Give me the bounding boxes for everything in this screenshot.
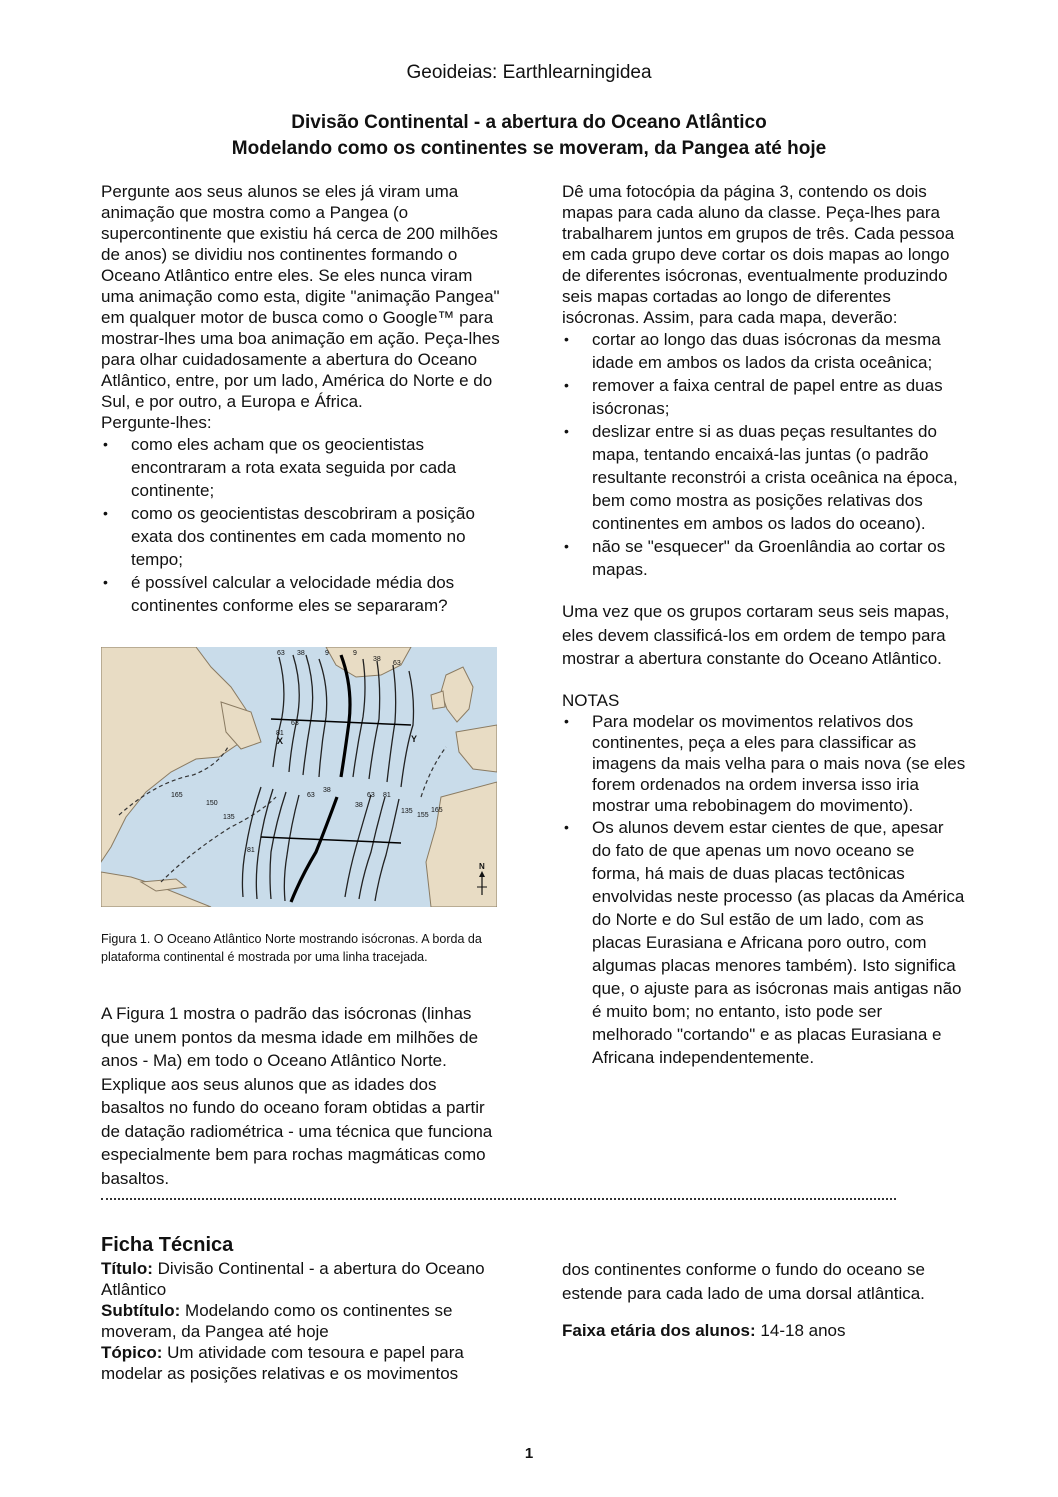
ficha-topico-cont: dos continentes conforme o fundo do oceano se estende para cada lado de uma dorsal atlântica.	[562, 1260, 925, 1303]
map-label: 150	[206, 800, 218, 807]
figure-caption: Figura 1. O Oceano Atlântico Norte mostrando isócronas. A borda da plataforma continental é mostrada por uma linha tracejada.	[101, 932, 482, 964]
page-title: Divisão Continental - a abertura do Oceano Atlântico	[291, 112, 767, 133]
map-label: 81	[383, 792, 391, 799]
map-label: 155	[417, 812, 429, 819]
list-item: • remover a faixa central de papel entre as duas isócronas;	[562, 374, 967, 420]
list-item: • deslizar entre si as duas peças resultantes do mapa, tentando encaixá-las juntas (o padrão resultante reconstrói a crista oceânica na época, bem como mostra as posições relativas dos continentes em ambos os lados do oceano).	[562, 420, 967, 535]
map-label: 63	[291, 720, 299, 727]
ficha-heading: Ficha Técnica	[101, 1234, 234, 1256]
map-label: 81	[276, 730, 284, 737]
notes-list	[562, 711, 967, 1069]
instructions-list	[562, 328, 967, 581]
ficha-topico-label: Tópico:	[101, 1343, 163, 1362]
map-label: 38	[323, 787, 331, 794]
north-label: N	[479, 862, 485, 871]
ficha-faixa-label: Faixa etária dos alunos:	[562, 1321, 756, 1340]
list-item: • como os geocientistas descobriram a posição exata dos continentes em cada momento no tempo;	[101, 502, 501, 571]
page-header: Geoideias: Earthlearningidea	[406, 62, 652, 83]
map-label: 81	[247, 847, 255, 854]
groups-paragraph: Uma vez que os grupos cortaram seus seis mapas, eles devem classificá-los em ordem de tempo para mostrar a abertura constante do Oceano Atlântico.	[562, 602, 950, 668]
map-label: 38	[373, 656, 381, 663]
ficha-faixa	[562, 1320, 962, 1341]
map-label: 63	[307, 792, 315, 799]
marker-x: X	[277, 736, 284, 746]
ficha-subtitulo-value: Modelando como os continentes se moveram, da Pangea até hoje	[101, 1301, 453, 1341]
list-item: • não se "esquecer" da Groenlândia ao cortar os mapas.	[562, 535, 967, 581]
list-item: • é possível calcular a velocidade média dos continentes conforme eles se separaram?	[101, 571, 501, 617]
map-label: 63	[277, 650, 285, 657]
ficha-titulo-value: Divisão Continental - a abertura do Oceano Atlântico	[101, 1259, 485, 1299]
list-item: • cortar ao longo das duas isócronas da mesma idade em ambos os lados da crista oceânica;	[562, 328, 967, 374]
map-label: 63	[367, 792, 375, 799]
intro-paragraph: Pergunte aos seus alunos se eles já viram uma animação que mostra como a Pangea (o supercontinente que existiu há cerca de 200 milhões de anos) se dividiu nos continentes formando o Oceano Atlântico entre eles. Se eles nunca viram uma animação como esta, digite "animação Pangea" em qualquer motor de busca como o Google™ para mostrar-lhes uma boa animação em ação. Peça-lhes para olhar cuidadosamente a abertura do Oceano Atlântico, entre, por um lado, América do Norte e do Sul, e por outro, a Europa e África.	[101, 182, 500, 411]
map-label: 63	[393, 660, 401, 667]
ficha-left	[101, 1258, 501, 1384]
ficha-titulo	[101, 1258, 501, 1300]
left-column-top	[101, 181, 501, 617]
map-label: 165	[171, 792, 183, 799]
list-item: • Os alunos devem estar cientes de que, apesar do fato de que apenas um novo oceano se forma, há mais de duas placas tectônicas envolvidas neste processo (as placas da América do Norte e do Sul estão de um lado, com as placas Eurasiana e Africana poro outro, com algumas placas menores também). Isto significa que, o ajuste para as isócronas mais antigas não é muito bom; no entanto, isto pode ser melhorado "cortando" e as placas Eurasiana e Africana independentemente.	[562, 816, 967, 1069]
ficha-subtitulo	[101, 1300, 501, 1342]
page-number: 1	[524, 1445, 534, 1462]
map-label: 135	[401, 808, 413, 815]
question-list	[101, 433, 501, 617]
ficha-titulo-label: Título:	[101, 1259, 153, 1278]
notes-heading: NOTAS	[562, 690, 620, 710]
section-divider	[101, 1198, 896, 1200]
map-label: 38	[297, 650, 305, 657]
ficha-topico-value: Um atividade com tesoura e papel para modelar as posições relativas e os movimentos	[101, 1343, 464, 1383]
figure-1-map	[101, 647, 497, 907]
page-subtitle: Modelando como os continentes se moveram, da Pangea até hoje	[231, 138, 827, 159]
map-label: 9	[353, 650, 357, 657]
list-item: • como eles acham que os geocientistas encontraram a rota exata seguida por cada continente;	[101, 433, 501, 502]
instructions-paragraph: Dê uma fotocópia da página 3, contendo os dois mapas para cada aluno da classe. Peça-lhes para trabalharem juntos em grupos de três. Cada pessoa em cada grupo deve cortar os dois mapas ao longo de diferentes isócronas, eventualmente produzindo seis mapas cortadas ao longo de diferentes isócronas. Assim, para cada mapa, deverão:	[562, 182, 955, 327]
ficha-topico	[101, 1342, 501, 1384]
map-label: 165	[431, 807, 443, 814]
map-label: 9	[325, 650, 329, 657]
ficha-faixa-value: 14-18 anos	[760, 1321, 846, 1340]
list-item: • Para modelar os movimentos relativos dos continentes, peça a eles para classificar as imagens da mais velha para o mais nova (se eles forem ordenados na ordem inversa isso iria mostrar uma rebobinagem do movimento).	[562, 711, 967, 816]
right-column	[562, 181, 967, 1069]
ficha-right	[562, 1258, 962, 1341]
map-label: 135	[223, 814, 235, 821]
marker-y: Y	[411, 734, 418, 744]
ask-line: Pergunte-lhes:	[101, 413, 212, 432]
left-column-bottom	[101, 1002, 501, 1190]
map-label: 38	[355, 802, 363, 809]
ficha-subtitulo-label: Subtítulo:	[101, 1301, 181, 1320]
figure-paragraph: A Figura 1 mostra o padrão das isócronas (linhas que unem pontos da mesma idade em milhões de anos - Ma) em todo o Oceano Atlântico Norte. Explique aos seus alunos que as idades dos basaltos no fundo do oceano foram obtidas a partir de datação radiométrica - uma técnica que funciona especialmente bem para rochas magmáticas como basaltos.	[101, 1004, 493, 1188]
